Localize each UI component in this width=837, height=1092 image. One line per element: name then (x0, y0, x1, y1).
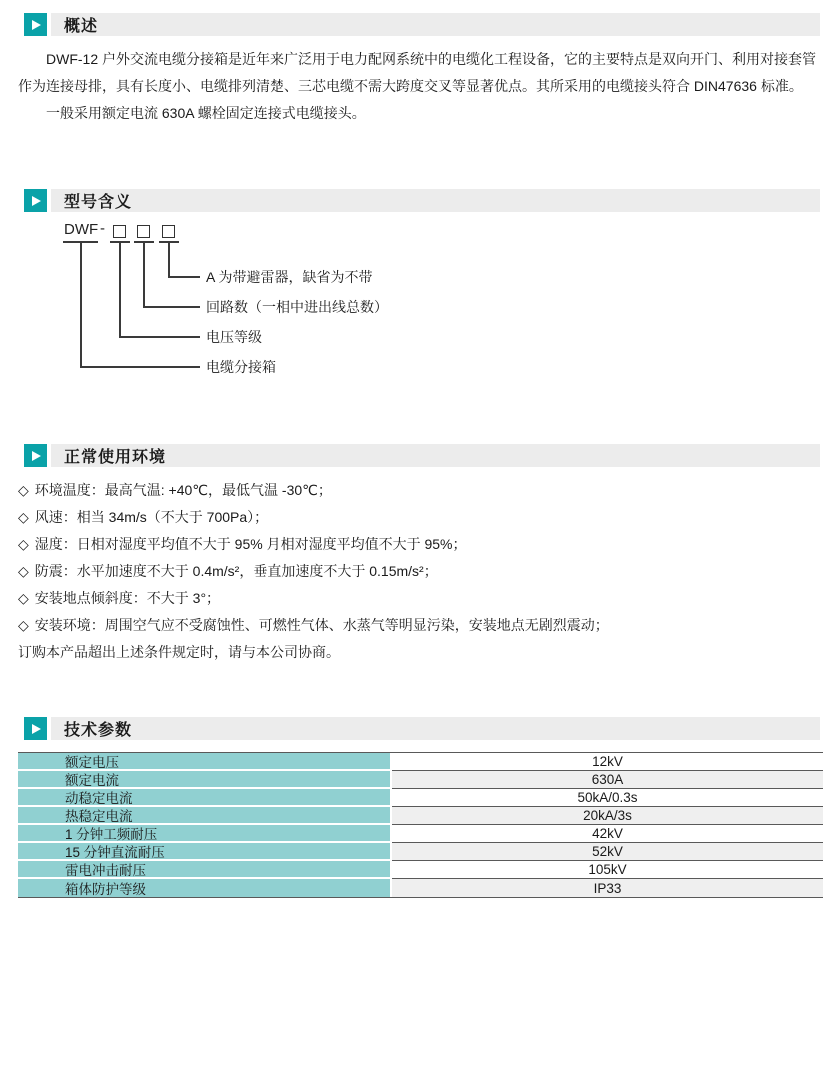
header-bar (51, 189, 820, 212)
parameter-value: 12kV (392, 753, 823, 771)
model-label-voltage: 电压等级 (206, 329, 262, 345)
environment-list (18, 477, 820, 666)
environment-item-text: 风速：相当 34m/s（不大于 700Pa）； (34, 509, 269, 525)
diamond-bullet-icon: ◇ (18, 509, 29, 525)
parameter-value: IP33 (392, 879, 823, 897)
environment-item (18, 558, 820, 585)
model-label-arrester: A 为带避雷器，缺省为不带 (206, 269, 373, 285)
environment-item-text: 安装地点倾斜度：不大于 3°； (34, 590, 221, 606)
section-title-model: 型号含义 (64, 194, 133, 211)
table-row (18, 789, 823, 807)
environment-item-text: 安装环境：周围空气应不受腐蚀性、可燃性气体、水蒸气等明显污染，安装地点无剧烈震动； (34, 617, 609, 633)
section-title-overview: 概述 (64, 18, 99, 35)
parameters-table (18, 752, 823, 898)
parameter-name: 额定电流 (18, 771, 390, 789)
environment-item-text: 湿度：日相对湿度平均值不大于 95% 月相对湿度平均值不大于 95%； (34, 536, 467, 552)
arrow-right-icon (24, 717, 47, 740)
parameter-value: 42kV (392, 825, 823, 843)
environment-item (18, 531, 820, 558)
diamond-bullet-icon: ◇ (18, 590, 29, 606)
model-label-circuits: 回路数（一相中进出线总数） (206, 299, 388, 315)
overview-text (18, 46, 820, 127)
parameter-name: 雷电冲击耐压 (18, 861, 390, 879)
environment-item-text: 防震：水平加速度不大于 0.4m/s²，垂直加速度不大于 0.15m/s²； (34, 563, 438, 579)
model-label-box: 电缆分接箱 (206, 359, 276, 375)
environment-item-text: 环境温度：最高气温: +40℃，最低气温 -30℃； (34, 482, 332, 498)
diagram-connector-line (168, 276, 200, 278)
model-prefix: DWF (64, 221, 99, 238)
diagram-connector-line (143, 306, 200, 308)
parameter-value: 50kA/0.3s (392, 789, 823, 807)
parameter-name: 额定电压 (18, 753, 390, 771)
section-header-environment (24, 444, 820, 467)
section-title-environment: 正常使用环境 (64, 449, 167, 466)
environment-note: 订购本产品超出上述条件规定时，请与本公司协商。 (18, 644, 340, 660)
parameter-value: 105kV (392, 861, 823, 879)
header-bar (51, 717, 820, 740)
header-bar (51, 13, 820, 36)
arrow-right-icon (24, 444, 47, 467)
table-row (18, 753, 823, 771)
parameter-name: 15 分钟直流耐压 (18, 843, 390, 861)
model-box-2 (137, 225, 150, 238)
parameter-name: 动稳定电流 (18, 789, 390, 807)
diamond-bullet-icon: ◇ (18, 536, 29, 552)
diagram-connector-line (168, 241, 170, 278)
environment-item (18, 477, 820, 504)
parameter-value: 630A (392, 771, 823, 789)
diamond-bullet-icon: ◇ (18, 563, 29, 579)
parameter-name: 1 分钟工频耐压 (18, 825, 390, 843)
diamond-bullet-icon: ◇ (18, 617, 29, 633)
diagram-connector-line (119, 241, 121, 338)
parameter-name: 箱体防护等级 (18, 879, 390, 897)
section-header-model (24, 189, 820, 212)
parameter-name: 热稳定电流 (18, 807, 390, 825)
table-row (18, 771, 823, 789)
arrow-right-icon (24, 13, 47, 36)
parameter-value: 52kV (392, 843, 823, 861)
table-row (18, 861, 823, 879)
diagram-connector-line (80, 366, 200, 368)
environment-item (18, 612, 820, 639)
model-box-3 (162, 225, 175, 238)
diagram-connector-line (143, 241, 145, 308)
section-header-overview (24, 13, 820, 36)
diagram-connector-line (80, 241, 82, 368)
parameter-value: 20kA/3s (392, 807, 823, 825)
overview-paragraph-1: DWF-12 户外交流电缆分接箱是近年来广泛用于电力配网系统中的电缆化工程设备，它的主要特点是双向开门、利用对接套管作为连接母排，具有长度小、电缆排列清楚、三芯电缆不需大跨度交叉等显著优点。其所采用的电缆接头符合 DIN47636 标准。 (18, 51, 816, 94)
header-bar (51, 444, 820, 467)
overview-paragraph-2: 一般采用额定电流 630A 螺栓固定连接式电缆接头。 (46, 105, 366, 121)
model-box-1 (113, 225, 126, 238)
table-row (18, 879, 823, 897)
environment-item (18, 585, 820, 612)
model-dash: - (100, 220, 105, 237)
environment-item (18, 504, 820, 531)
diagram-connector-line (119, 336, 200, 338)
diamond-bullet-icon: ◇ (18, 482, 29, 498)
arrow-right-icon (24, 189, 47, 212)
model-code-diagram (18, 215, 798, 390)
section-header-parameters (24, 717, 820, 740)
section-title-parameters: 技术参数 (64, 722, 133, 739)
